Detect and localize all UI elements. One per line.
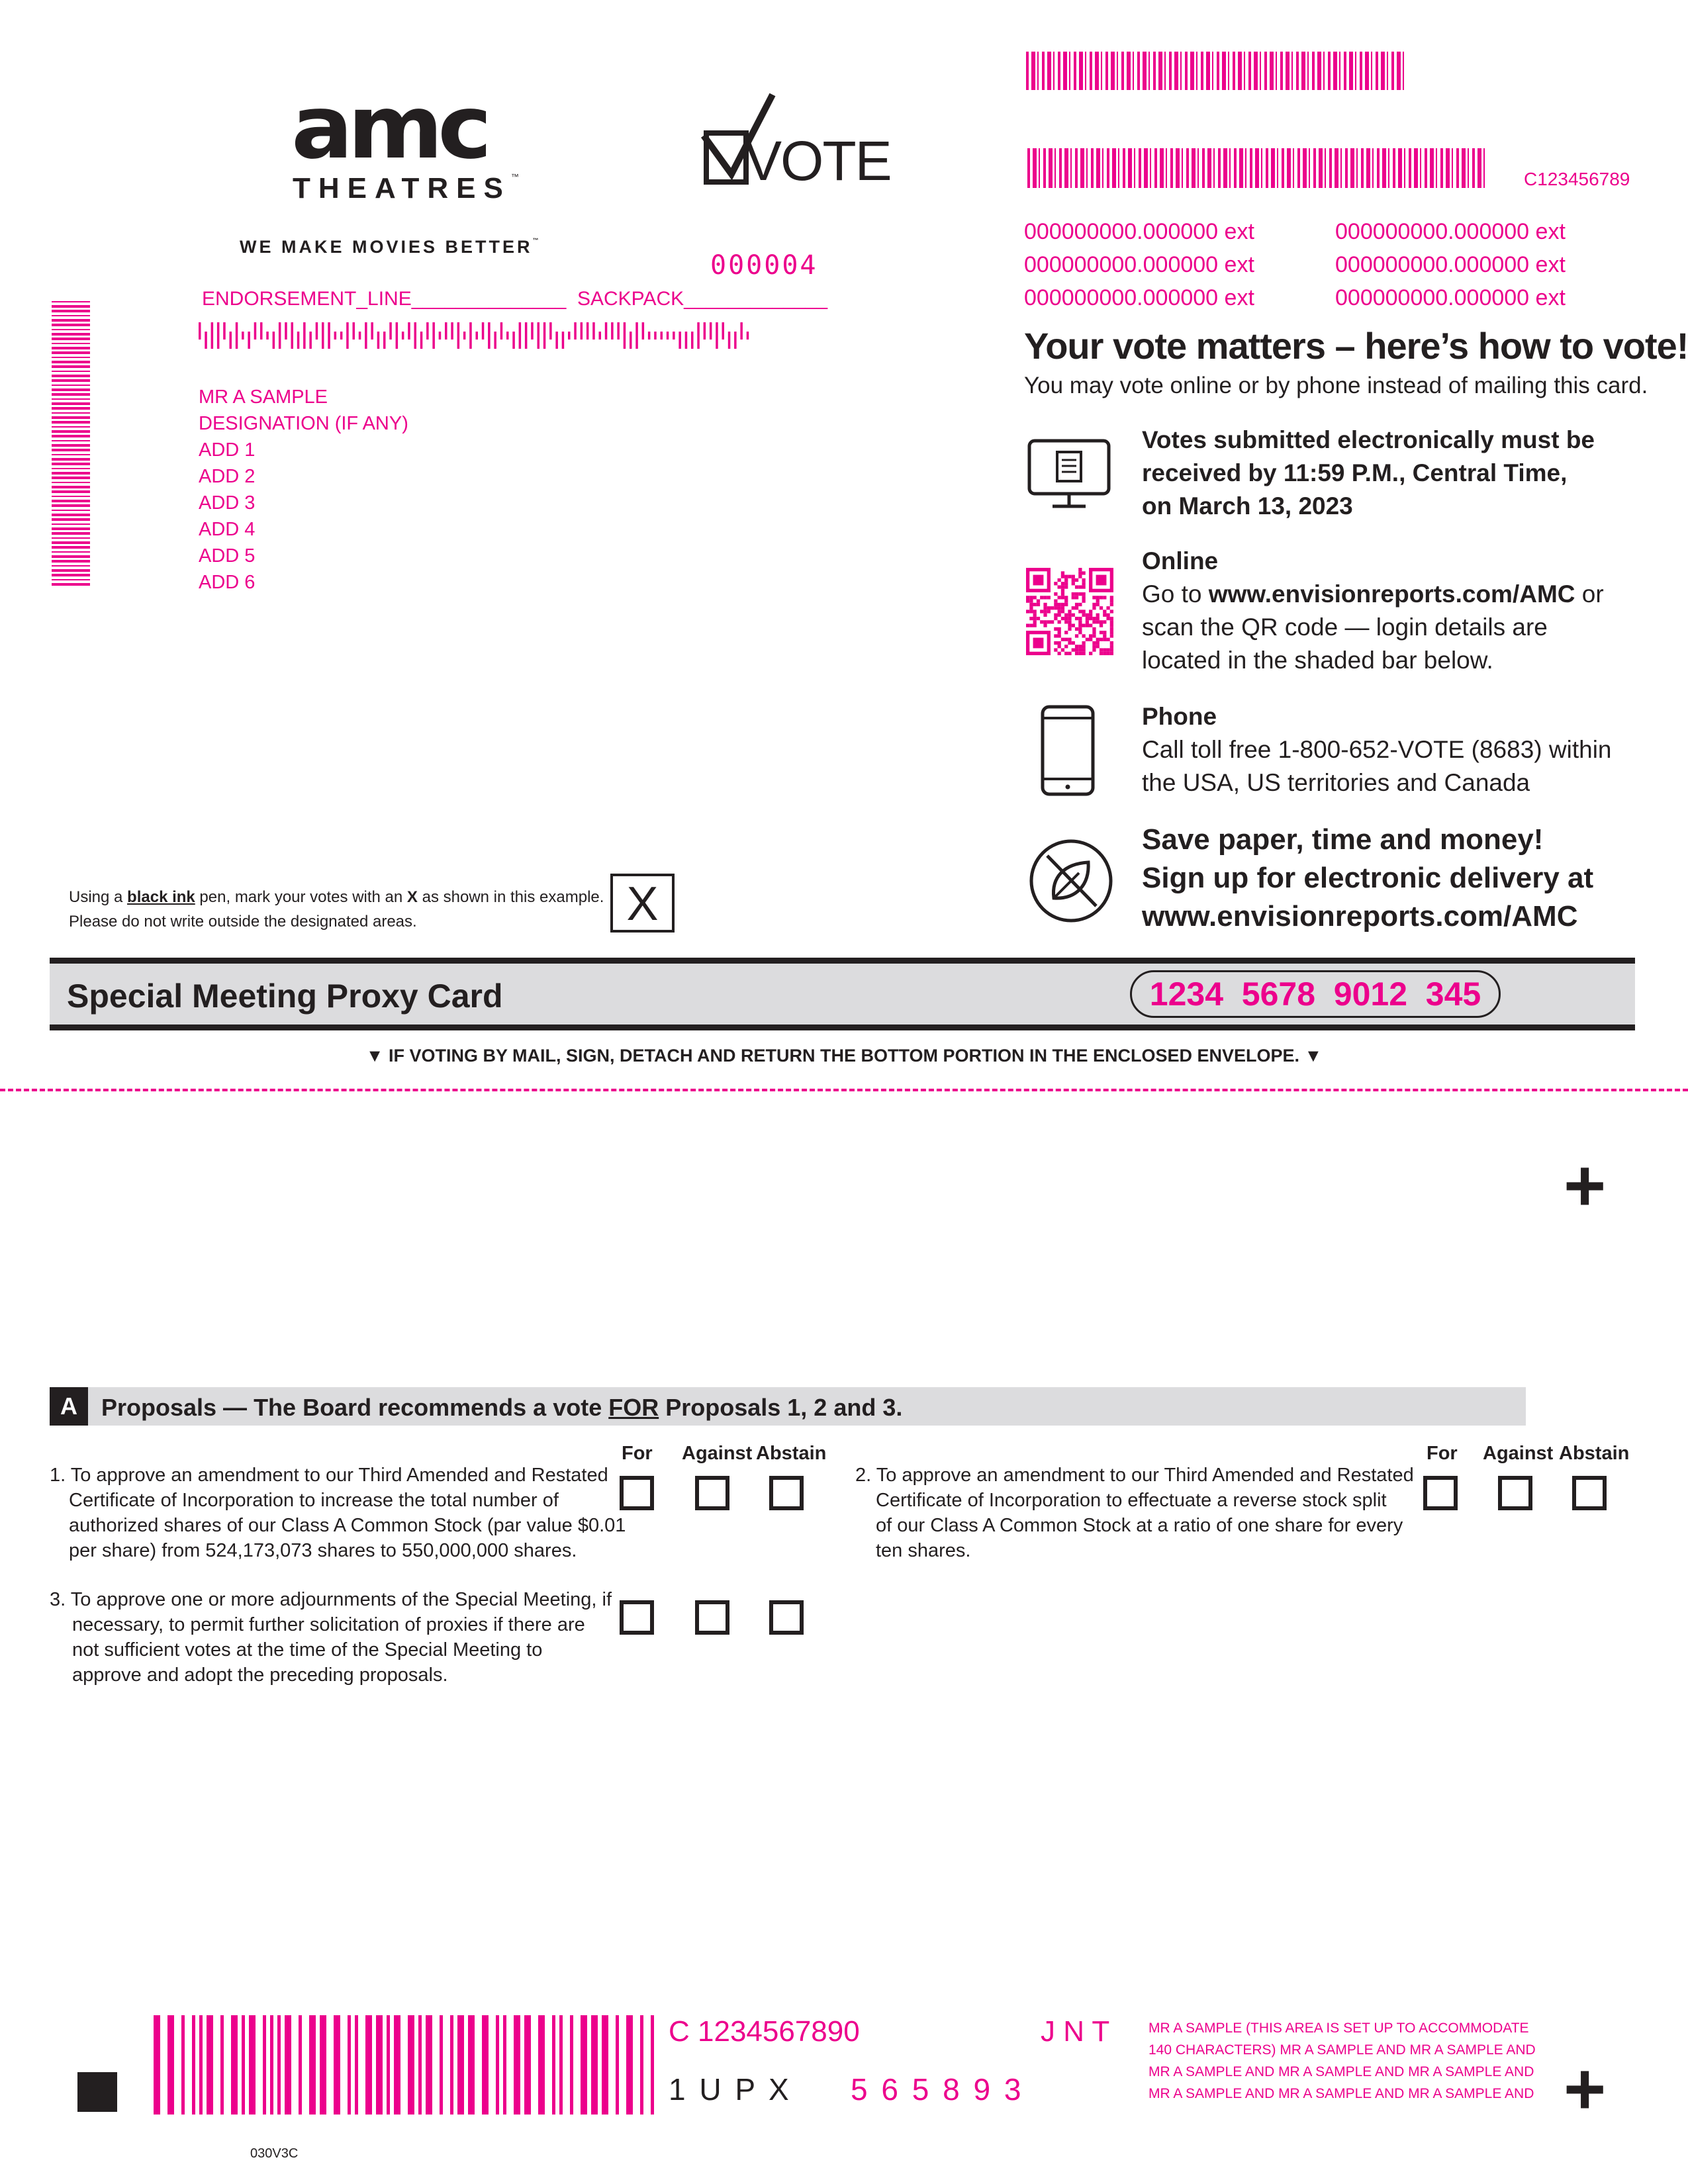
sample-text-area: MR A SAMPLE (THIS AREA IS SET UP TO ACCOMMODATE 140 CHARACTERS) MR A SAMPLE AND MR A SAMPLE AND MR A SAMPLE AND MR A SAMPLE AND MR A SAMPLE AND MR A SAMPLE AND MR A SAMPLE AND MR A SAMPLE AND: [1149, 2021, 1536, 2101]
address-line: ADD 4: [199, 519, 256, 540]
ink-instructions: Using a black ink pen, mark your votes with an X as shown in this example. Please do not write outside the designated areas.: [69, 888, 604, 931]
proposal-2-abstain-checkbox[interactable]: [1572, 1476, 1607, 1510]
example-x-mark: X: [626, 878, 659, 931]
proposal-3-abstain-checkbox[interactable]: [769, 1600, 804, 1635]
instructions-heading: Your vote matters – here’s how to vote!: [1024, 325, 1688, 367]
footer-upx: 1 U P X: [669, 2072, 792, 2107]
down-triangle-icon: ▼: [1304, 1046, 1323, 1066]
sequence-number: 000004: [710, 250, 818, 281]
address-line: ADD 2: [199, 466, 256, 487]
proposal-1: 1. To approve an amendment to our Third Amended and Restated Certificate of Incorporation to increase the total number of authorized shares of our Class A Common Stock (par value $0.01 per share) from 524,173,073 shares to 550,000,000 shares.: [50, 1465, 626, 1561]
corner-marker: [77, 2072, 117, 2112]
address-line: MR A SAMPLE: [199, 387, 328, 408]
vote-text: VOTE: [745, 130, 891, 192]
online-title: Online: [1142, 547, 1219, 574]
col-header-abstain: Abstain: [756, 1443, 827, 1464]
control-number-box: [1130, 970, 1501, 1018]
footer-code: C 1234567890: [669, 2015, 860, 2048]
address-line: ADD 5: [199, 545, 256, 567]
ext-code: 000000000.000000 ext: [1024, 285, 1254, 310]
paperless-url[interactable]: www.envisionreports.com/AMC: [1142, 900, 1578, 933]
computer-icon: [1027, 439, 1111, 510]
proposal-3-for-checkbox[interactable]: [620, 1600, 654, 1635]
address-line: ADD 1: [199, 439, 256, 461]
ext-code: 000000000.000000 ext: [1335, 252, 1566, 277]
address-block: [199, 384, 408, 596]
leaf-icon: [1027, 837, 1115, 925]
account-code: C123456789: [1524, 169, 1630, 189]
proposal-3: 3. To approve one or more adjournments of the Special Meeting, if necessary, to permit further solicitation of proxies if there are not sufficient votes at the time of the Special Meeting to approve and adopt the preceding proposals.: [50, 1589, 612, 1686]
detach-instructions: ▼ IF VOTING BY MAIL, SIGN, DETACH AND RETURN THE BOTTOM PORTION IN THE ENCLOSED ENVELOPE. ▼: [365, 1046, 1323, 1066]
address-line: ADD 3: [199, 492, 256, 514]
ext-code: 000000000.000000 ext: [1024, 219, 1254, 244]
deadline-text: Votes submitted electronically must be received by 11:59 P.M., Central Time, on March 13, 2023: [1142, 426, 1595, 520]
down-triangle-icon: ▼: [365, 1046, 384, 1066]
proposal-2-for-checkbox[interactable]: [1423, 1476, 1458, 1510]
endorsement-line: ENDORSEMENT_LINE______________ SACKPACK_____________: [202, 288, 828, 310]
vertical-barcode: [52, 301, 90, 586]
proposal-1-against-checkbox[interactable]: [695, 1476, 729, 1510]
proposal-1-abstain-checkbox[interactable]: [769, 1476, 804, 1510]
proposal-2: 2. To approve an amendment to our Third Amended and Restated Certificate of Incorporation to effectuate a reverse stock split of our Class A Common Stock at a ratio of one share for every ten shares.: [855, 1465, 1414, 1561]
ext-code: 000000000.000000 ext: [1024, 252, 1254, 277]
col-header-against: Against: [1483, 1443, 1554, 1464]
account-barcode: [1027, 148, 1485, 188]
col-header-abstain: Abstain: [1559, 1443, 1630, 1464]
online-url[interactable]: www.envisionreports.com/AMC: [1208, 580, 1575, 608]
vote-logo: [698, 89, 891, 195]
address-line: DESIGNATION (IF ANY): [199, 413, 408, 434]
form-code: 030V3C: [250, 2146, 299, 2161]
online-text: Online Go to www.envisionreports.com/AMC or scan the QR code — login details are located in the shaded bar below.: [1142, 545, 1604, 677]
col-header-for: For: [622, 1443, 653, 1464]
ext-code: 000000000.000000 ext: [1335, 219, 1566, 244]
top-barcode: [1026, 52, 1405, 90]
registration-plus: +: [1564, 1145, 1607, 1226]
amc-brand-name: THEATRES: [293, 172, 511, 205]
example-mark-box: [610, 874, 675, 933]
col-header-against: Against: [682, 1443, 753, 1464]
proposal-2-against-checkbox[interactable]: [1498, 1476, 1532, 1510]
phone-text: Phone Call toll free 1-800-652-VOTE (8683) within the USA, US territories and Canada: [1142, 700, 1612, 799]
footer-number: 5 6 5 8 9 3: [851, 2072, 1024, 2107]
footer-barcode: [154, 2015, 658, 2115]
col-header-for: For: [1427, 1443, 1458, 1464]
section-a-header: [50, 1387, 1526, 1426]
phone-icon: [1041, 705, 1095, 796]
proposal-1-for-checkbox[interactable]: [620, 1476, 654, 1510]
section-letter: A: [50, 1387, 88, 1426]
phone-title: Phone: [1142, 703, 1217, 730]
card-title: Special Meeting Proxy Card: [67, 978, 503, 1015]
instructions-subheading: You may vote online or by phone instead of mailing this card.: [1024, 373, 1648, 398]
amc-tagline: WE MAKE MOVIES BETTER™: [240, 237, 541, 257]
proposal-3-against-checkbox[interactable]: [695, 1600, 729, 1635]
control-number: 1234 5678 9012 345: [1149, 976, 1481, 1013]
amc-logo: amc THEATRES™: [291, 77, 519, 205]
postal-barcode: [199, 322, 751, 349]
amc-brand-mark: amc: [291, 77, 487, 179]
address-line: ADD 6: [199, 572, 256, 593]
paperless-text: Save paper, time and money! Sign up for electronic delivery at www.envisionreports.com/AMC: [1142, 821, 1593, 936]
card-title-bar: [50, 958, 1635, 1030]
registration-plus: +: [1564, 2048, 1607, 2130]
ext-code: 000000000.000000 ext: [1335, 285, 1566, 310]
qr-code-icon[interactable]: [1026, 568, 1113, 655]
section-title: Proposals — The Board recommends a vote FOR Proposals 1, 2 and 3.: [101, 1394, 903, 1421]
footer-jnt: J N T: [1041, 2015, 1110, 2048]
perforation-line: [0, 1089, 1688, 1091]
